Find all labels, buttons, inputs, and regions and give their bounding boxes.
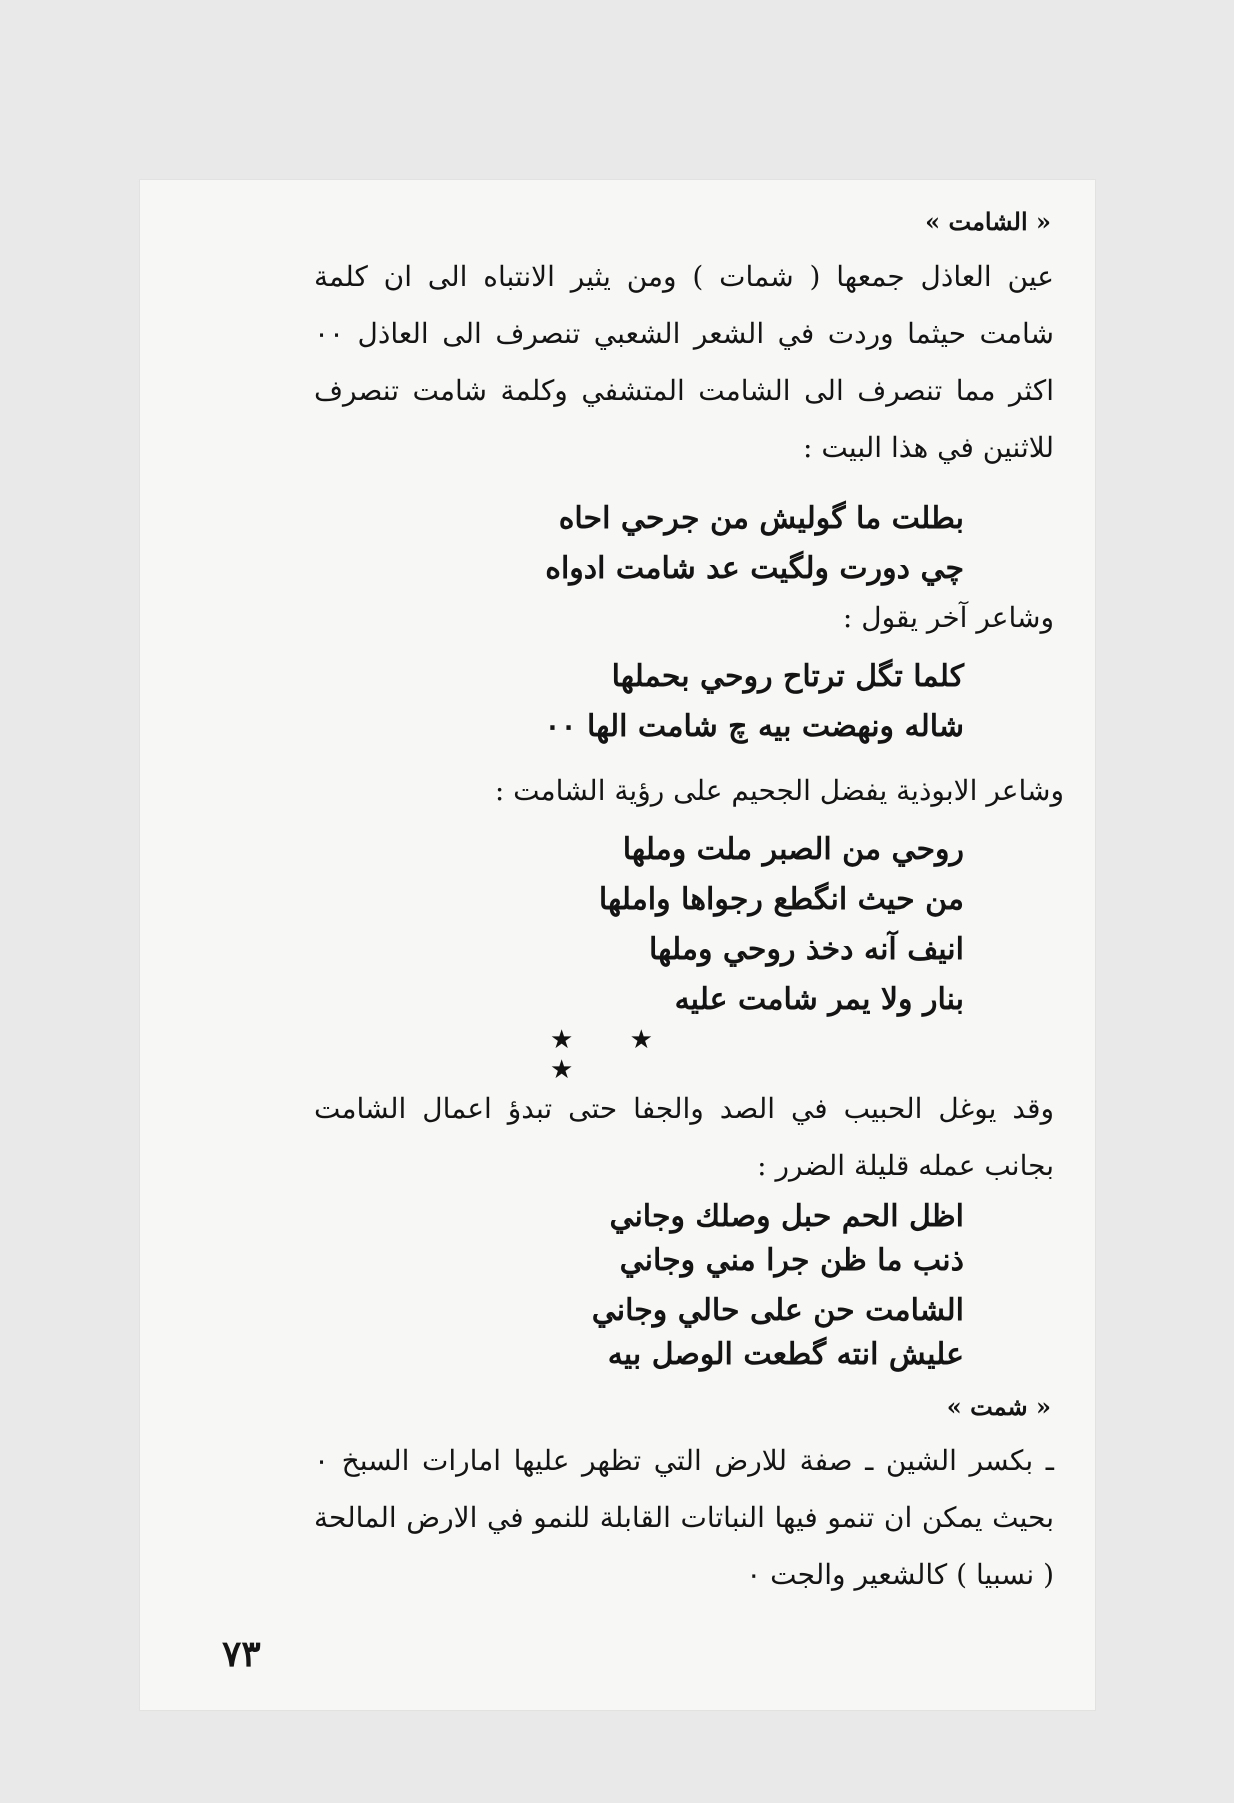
verse-line: ذنب ما ظن جرا مني وجاني xyxy=(619,1243,964,1278)
verse-block-3 xyxy=(599,825,964,1025)
verse-line: شاله ونهضت بيه چ شامت الها ٠٠ xyxy=(544,709,964,744)
paragraph-4: وقد يوغل الحبيب في الصد والجفا حتى تبدؤ اعمال الشامت بجانب عمله قليلة الضرر : xyxy=(314,1092,1054,1182)
page-number: ٧٣ xyxy=(222,1633,261,1675)
verse-block-4 xyxy=(592,1195,964,1377)
verse-line: من حيث انگطع رجواها واملها xyxy=(598,882,964,917)
verse-line: عليش انته گطعت الوصل بيه xyxy=(607,1337,964,1372)
verse-line: كلما تگل ترتاح روحي بحملها xyxy=(611,659,964,694)
verse-line: الشامت حن على حالي وجاني xyxy=(591,1293,964,1328)
entry-heading-shamit: « الشامت » xyxy=(925,207,1051,236)
verse-block-2 xyxy=(544,652,964,752)
verse-line: روحي من الصبر ملت وملها xyxy=(622,832,964,867)
entry-paragraph-shamt: ـ بكسر الشين ـ صفة للارض التي تظهر عليها امارات السبخ ٠ بحيث يمكن ان تنمو فيها النباتات القابلة للنمو في الارض المالحة ( نسبيا ) كالشعير والجت ٠ xyxy=(314,1444,1055,1591)
entry-heading-shamt: « شمت » xyxy=(946,1392,1051,1421)
section-stars: ★ ★ ★ xyxy=(550,1025,677,1085)
verse-line: چي دورت ولگيت عد شامت ادواه xyxy=(545,551,964,586)
verse-line: بطلت ما گوليش من جرحي احاه xyxy=(558,501,964,536)
verse-intro-2: وشاعر آخر يقول : xyxy=(842,601,1054,634)
verse-line: اظل الحم حبل وصلك وجاني xyxy=(609,1199,964,1234)
verse-block-1 xyxy=(545,494,964,594)
entry-paragraph-shamit: عين العاذل جمعها ( شمات ) ومن يثير الانتباه الى ان كلمة شامت حيثما وردت في الشعر الشعبي تنصرف الى العاذل ٠٠ اكثر مما تنصرف الى الشامت المتشفي وكلمة شامت تنصرف للاثنين في هذا البيت : xyxy=(314,260,1054,464)
verse-intro-3: وشاعر الابوذية يفضل الجحيم على رؤية الشامت : xyxy=(494,774,1064,807)
verse-line: انيف آنه دخذ روحي وملها xyxy=(649,932,964,967)
verse-line: بنار ولا يمر شامت عليه xyxy=(674,982,964,1017)
